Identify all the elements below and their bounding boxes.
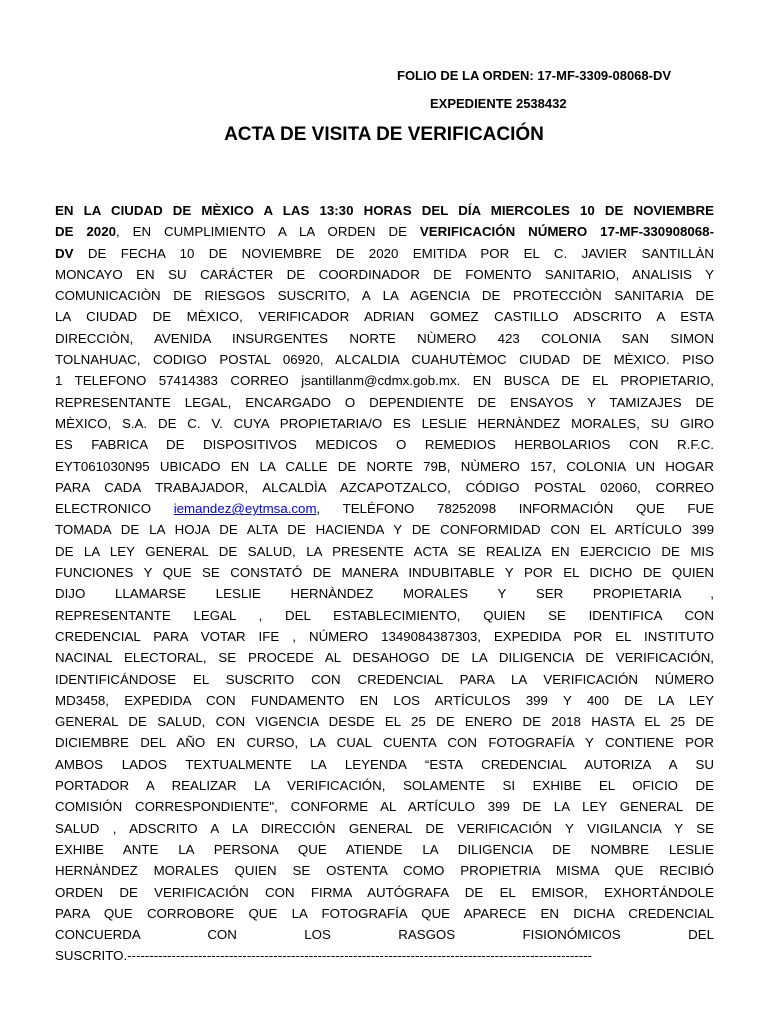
body-text-segment: DIJO LLAMARSE LESLIE HERNÀNDEZ MORALES Y SER PROPIETARIA , xyxy=(55,586,714,602)
body-text-segment: DIRECCIÒN, AVENIDA INSURGENTES NORTE NÙMERO 423 COLONIA SAN SIMON xyxy=(55,330,714,346)
body-line xyxy=(55,221,714,242)
body-line xyxy=(55,903,714,924)
body-text-segment: MONCAYO EN SU CARÁCTER DE COORDINADOR DE FOMENTO SANITARIO, ANALISIS Y xyxy=(55,266,714,282)
body-text-segment: ELECTRONICO xyxy=(55,501,174,517)
body-line xyxy=(55,924,714,945)
body-line xyxy=(55,519,714,540)
acta-body-paragraph xyxy=(55,200,714,967)
body-text-segment: CONCUERDA CON LOS RASGOS FISIONÓMICOS DEL xyxy=(55,927,714,943)
body-text-segment: AMBOS LADOS TEXTUALMENTE LA LEYENDA “ESTA CREDENCIAL AUTORIZA A SU xyxy=(55,756,714,772)
body-line xyxy=(55,370,714,391)
body-text-segment: NACINAL ELECTORAL, SE PROCEDE AL DESAHOGO DE LA DILIGENCIA DE VERIFICACIÓN, xyxy=(55,650,714,666)
body-text-segment: TOLNAHUAC, CODIGO POSTAL 06920, ALCALDIA CUAHUTÈMOC CIUDAD DE MÈXICO. PISO xyxy=(55,352,714,368)
body-text-segment: PARA CADA TRABAJADOR, ALCALDÌA AZCAPOTZALCO, CÓDIGO POSTAL 02060, CORREO xyxy=(55,479,714,495)
body-text-segment: EXHIBE ANTE LA PERSONA QUE ATIENDE LA DILIGENCIA DE NOMBRE LESLIE xyxy=(55,841,714,857)
email-link[interactable]: iemandez@eytmsa.com xyxy=(173,501,317,517)
body-line xyxy=(55,711,714,732)
body-line xyxy=(55,413,714,434)
body-text-segment: FUNCIONES Y QUE SE CONSTATÓ DE MANERA INDUBITABLE Y POR EL DICHO DE QUIEN xyxy=(55,565,714,581)
body-text-segment: ORDEN DE VERIFICACIÓN CON FIRMA AUTÓGRAFA DE EL EMISOR, EXHORTÁNDOLE xyxy=(55,884,714,900)
body-line xyxy=(55,754,714,775)
body-line xyxy=(55,456,714,477)
body-line xyxy=(55,498,714,519)
body-text-segment: MD3458, EXPEDIDA CON FUNDAMENTO EN LOS ARTÍCULOS 399 Y 400 DE LA LEY xyxy=(55,692,714,708)
body-line xyxy=(55,860,714,881)
body-text-segment: HERNÀNDEZ MORALES QUIEN SE OSTENTA COMO PROPIETRIA MISMA QUE RECIBIÓ xyxy=(55,863,714,879)
body-line xyxy=(55,328,714,349)
body-text-segment: PARA QUE CORROBORE QUE LA FOTOGRAFÍA QUE APARECE EN DICHA CREDENCIAL xyxy=(55,905,714,921)
folio-de-la-orden: FOLIO DE LA ORDEN: 17-MF-3309-08068-DV xyxy=(397,68,672,83)
body-text-segment: EYT061030N95 UBICADO EN LA CALLE DE NORTE 79B, NÙMERO 157, COLONIA UN HOGAR xyxy=(55,458,714,474)
body-text-segment: PORTADOR A REALIZAR LA VERIFICACIÓN, SOLAMENTE SI EXHIBE EL OFICIO DE xyxy=(55,778,714,794)
body-line xyxy=(55,690,714,711)
body-text-segment: DE LA LEY GENERAL DE SALUD, LA PRESENTE ACTA SE REALIZA EN EJERCICIO DE MIS xyxy=(55,543,714,559)
body-line xyxy=(55,839,714,860)
body-line xyxy=(55,775,714,796)
body-line xyxy=(55,626,714,647)
body-line xyxy=(55,285,714,306)
body-bold-text: DV xyxy=(55,245,74,261)
body-text-segment: ES FABRICA DE DISPOSITIVOS MEDICOS O REMEDIOS HERBOLARIOS CON R.F.C. xyxy=(55,437,714,453)
body-line xyxy=(55,669,714,690)
body-line xyxy=(55,818,714,839)
body-text-segment: TOMADA DE LA HOJA DE ALTA DE HACIENDA Y DE CONFORMIDAD CON EL ARTÍCULO 399 xyxy=(55,522,714,538)
body-bold-text: DE 2020 xyxy=(55,224,116,240)
body-text-segment: GENERAL DE SALUD, CON VIGENCIA DESDE EL 25 DE ENERO DE 2018 HASTA EL 25 DE xyxy=(55,714,714,730)
body-line xyxy=(55,243,714,264)
document-title: ACTA DE VISITA DE VERIFICACIÓN xyxy=(224,124,544,145)
body-line xyxy=(55,732,714,753)
body-text-segment: CREDENCIAL PARA VOTAR IFE , NÚMERO 1349084387303, EXPEDIDA POR EL INSTITUTO xyxy=(55,628,714,644)
body-line xyxy=(55,647,714,668)
body-line xyxy=(55,349,714,370)
body-text-segment: IDENTIFICÁNDOSE EL SUSCRITO CON CREDENCIAL PARA LA VERIFICACIÓN NÚMERO xyxy=(55,671,714,687)
body-text-segment: REPRESENTANTE LEGAL, ENCARGADO O DEPENDIENTE DE ENSAYOS Y TAMIZAJES DE xyxy=(55,394,714,410)
body-line xyxy=(55,306,714,327)
body-line xyxy=(55,882,714,903)
body-text-segment: SALUD , ADSCRITO A LA DIRECCIÓN GENERAL DE VERIFICACIÓN Y VIGILANCIA Y SE xyxy=(55,820,714,836)
body-text-segment: 1 TELEFONO 57414383 CORREO jsantillanm@cdmx.gob.mx. EN BUSCA DE EL PROPIETARIO, xyxy=(55,373,714,389)
body-text-segment: REPRESENTANTE LEGAL , DEL ESTABLECIMIENTO, QUIEN SE IDENTIFICA CON xyxy=(55,607,714,623)
body-text-segment: , TELÉFONO 78252098 INFORMACIÓN QUE FUE xyxy=(316,501,714,517)
body-text-segment: DE FECHA 10 DE NOVIEMBRE DE 2020 EMITIDA POR EL C. JAVIER SANTILLÀN xyxy=(73,245,714,261)
body-text-segment: MÈXICO, S.A. DE C. V. CUYA PROPIETARIA/O ES LESLIE HERNÀNDEZ MORALES, SU GIRO xyxy=(55,415,714,431)
body-line xyxy=(55,434,714,455)
body-line xyxy=(55,562,714,583)
body-text-segment: COMISIÓN CORRESPONDIENTE", CONFORME AL ARTÍCULO 399 DE LA LEY GENERAL DE xyxy=(55,799,714,815)
body-text-segment: COMUNICACIÒN DE RIESGOS SUSCRITO, A LA AGENCIA DE PROTECCIÒN SANITARIA DE xyxy=(55,288,714,304)
body-line xyxy=(55,477,714,498)
body-line xyxy=(55,392,714,413)
body-bold-text: VERIFICACIÓN NÚMERO 17-MF-330908068- xyxy=(419,224,714,240)
body-line xyxy=(55,541,714,562)
body-line xyxy=(55,605,714,626)
body-line xyxy=(55,796,714,817)
body-text-segment: DICIEMBRE DEL AÑO EN CURSO, LA CUAL CUENTA CON FOTOGRAFÍA Y CONTIENE POR xyxy=(55,735,714,751)
expediente-number: EXPEDIENTE 2538432 xyxy=(430,96,567,111)
body-line xyxy=(55,945,714,966)
body-line xyxy=(55,264,714,285)
body-text-segment: LA CIUDAD DE MÈXICO, VERIFICADOR ADRIAN GOMEZ CASTILLO ADSCRITO A ESTA xyxy=(55,309,714,325)
body-text-segment: SUSCRITO.--------------------------------------------------------------------------------------------------------- xyxy=(55,948,593,964)
body-bold-text: EN LA CIUDAD DE MÈXICO A LAS 13:30 HORAS DEL DÍA MIERCOLES 10 DE NOVIEMBRE xyxy=(55,203,714,218)
body-text-segment: , EN CUMPLIMIENTO A LA ORDEN DE xyxy=(116,224,420,240)
body-line xyxy=(55,583,714,604)
body-line xyxy=(55,200,714,221)
